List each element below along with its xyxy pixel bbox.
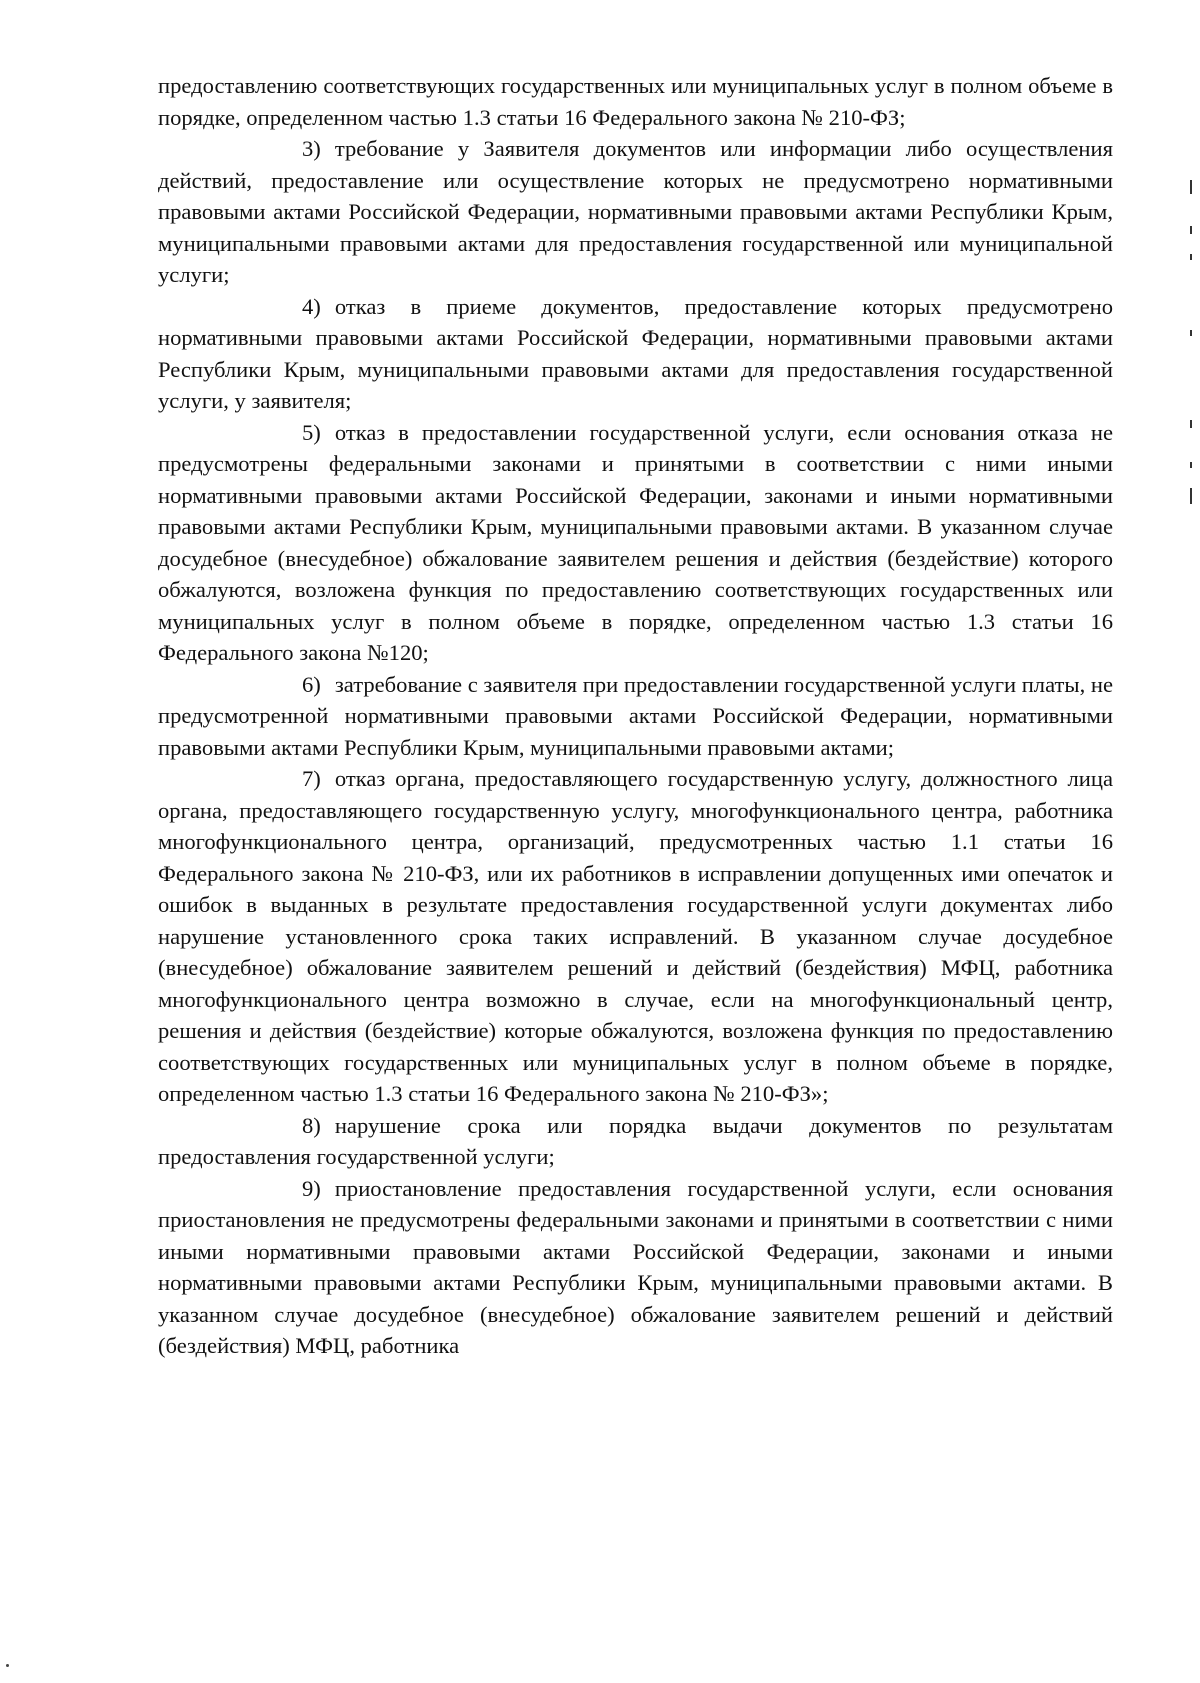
item-text: нарушение срока или порядка выдачи документов по результатам предоставления государственной услуги; [158,1112,1113,1169]
item-text: затребование с заявителя при предоставлении государственной услуги платы, не предусмотренной нормативными правовыми актами Российской Федерации, нормативными правовыми актами Республики Крым, муниципальными правовыми актами; [158,671,1113,760]
scan-mark [1190,254,1192,260]
scan-mark [1190,330,1192,336]
scan-mark [1190,226,1192,234]
item-number: 4) [302,293,321,319]
item-number: 8) [302,1112,321,1138]
item-text: требование у Заявителя документов или информации либо осуществления действий, предоставление или осуществление которых не предусмотрено нормативными правовыми актами Российской Федерации, нормативными правовыми актами Республики Крым, муниципальными правовыми актами для предоставления государственной или муниципальной услуги; [158,136,1113,287]
item-number: 3) [302,136,321,161]
item-number: 5) [302,419,321,445]
scan-dot [6,1664,9,1667]
scan-mark [1190,420,1192,428]
item-number: 7) [302,766,321,791]
item-number: 9) [302,1175,321,1201]
scan-margin-marks [1190,0,1196,1683]
scan-mark [1190,462,1192,468]
scan-mark [1190,488,1192,504]
list-item-9 [158,1173,1113,1362]
item-number: 6) [302,671,321,697]
list-item-8 [158,1110,1113,1173]
list-item-4 [158,291,1113,417]
item-text: отказ в предоставлении государственной услуги, если основания отказа не предусмотрены федеральными законами и принятыми в соответствии с ними иными нормативными правовыми актами Российской Федерации, законами и иными нормативными правовыми актами Республики Крым, муниципальными правовыми актами. В указанном случае досудебное (внесудебное) обжалование заявителем решения и действия (бездействие) которого обжалуются, возложена функция по предоставлению соответствующих государственных или муниципальных услуг в полном объеме в порядке, определенном частью 1.3 статьи 16 Федерального закона №120; [158,419,1113,665]
list-item-7 [158,763,1113,1110]
item-text: отказ органа, предоставляющего государственную услугу, должностного лица органа, предоставляющего государственную услугу, многофункционального центра, работника многофункционального центра, организаций, предусмотренных частью 1.1 статьи 16 Федерального закона № 210-ФЗ, или их работников в исправлении допущенных ими опечаток и ошибок в выданных в результате предоставления государственной услуги документах либо нарушение установленного срока таких исправлений. В указанном случае досудебное (внесудебное) обжалование заявителем решений и действий (бездействия) МФЦ, работника многофункционального центра возможно в случае, если на многофункциональный центр, решения и действия (бездействие) которые обжалуются, возложена функция по предоставлению соответствующих государственных или муниципальных услуг в полном объеме в порядке, определенном частью 1.3 статьи 16 Федерального закона № 210-ФЗ»; [158,766,1113,1106]
list-item-5 [158,417,1113,669]
continuation-paragraph: предоставлению соответствующих государственных или муниципальных услуг в полном объеме в порядке, определенном частью 1.3 статьи 16 Федерального закона № 210-ФЗ; [158,73,1113,130]
list-item-6 [158,669,1113,764]
item-text: приостановление предоставления государственной услуги, если основания приостановления не предусмотрены федеральными законами и принятыми в соответствии с ними иными нормативными правовыми актами Российской Федерации, законами и иными нормативными правовыми актами Республики Крым, муниципальными правовыми актами. В указанном случае досудебное (внесудебное) обжалование заявителем решений и действий (бездействия) МФЦ, работника [158,1175,1113,1358]
list-item-3 [158,133,1113,291]
document-page [158,70,1113,1362]
item-text: отказ в приеме документов, предоставление которых предусмотрено нормативными правовыми актами Российской Федерации, нормативными правовыми актами Республики Крым, муниципальными правовыми актами для предоставления государственной услуги, у заявителя; [158,293,1113,413]
scan-mark [1190,180,1192,194]
